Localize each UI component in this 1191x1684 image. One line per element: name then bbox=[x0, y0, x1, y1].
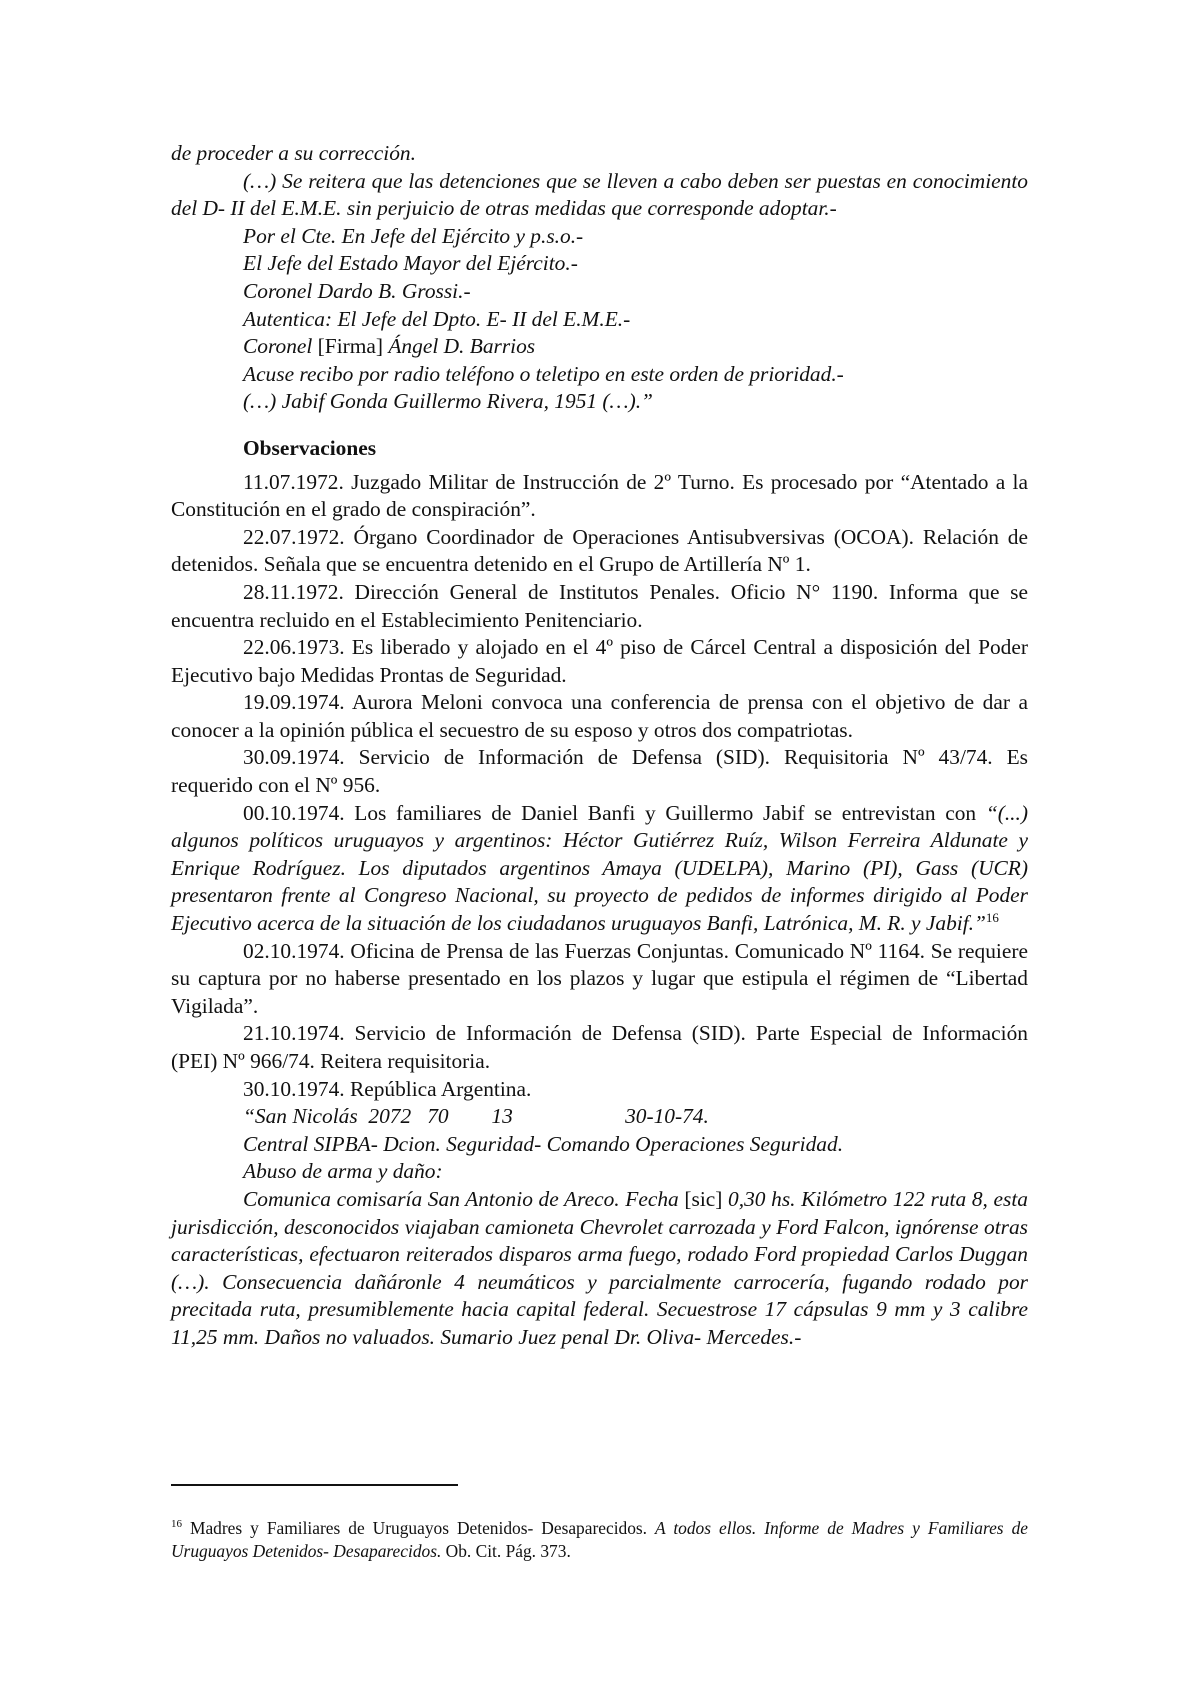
footnote-reference[interactable]: 16 bbox=[985, 909, 999, 925]
quote-text-b: 0,30 hs. Kilómetro 122 ruta 8, esta jurisdicción, desconocidos viajaban camioneta Chevrolet carrozada y Ford Falcon, ignórense otras características, efectuaron reiterados disparos arma fuego, rodado Ford propiedad Carlos Duggan (…). Consecuencia dañáronle 4 neumáticos y parcialmente carrocería, fugando rodado por precitada ruta, presumiblemente hacia capital federal. Secuestrose 17 cápsulas 9 mm y 3 calibre 11,25 mm. Daños no valuados. Sumario Juez penal Dr. Oliva- Mercedes.- bbox=[171, 1186, 1028, 1349]
entry-5: 19.09.1974. Aurora Meloni convoca una conferencia de prensa con el objetivo de dar a conocer a la opinión pública el secuestro de su esposo y otros dos compatriotas. bbox=[171, 690, 1028, 742]
entry-10: 30.10.1974. República Argentina. bbox=[243, 1076, 532, 1101]
footnote-text-a: Madres y Familiares de Uruguayos Detenidos- Desaparecidos. bbox=[182, 1518, 656, 1539]
signature-line-4: Autentica: El Jefe del Dpto. E- II del E.M.E.- bbox=[243, 306, 631, 331]
entry-8: 02.10.1974. Oficina de Prensa de las Fuerzas Conjuntas. Comunicado Nº 1164. Se requiere su captura por no haberse presentado en los plazos y lugar que estipula el régimen de “Libertad Vigilada”. bbox=[171, 938, 1028, 1018]
quote-line-3: Abuso de arma y daño: bbox=[243, 1159, 443, 1184]
quote-paragraph bbox=[171, 1186, 1028, 1352]
top-line-2: (…) Se reitera que las detenciones que se lleven a cabo deben ser puestas en conocimiento del D- II del E.M.E. sin perjuicio de otras medidas que corresponde adoptar.- bbox=[171, 168, 1028, 221]
footnote-text-c: Ob. Cit. Pág. 373. bbox=[441, 1540, 571, 1561]
signature-line-3: Coronel Dardo B. Grossi.- bbox=[243, 278, 471, 303]
quote-line-2: Central SIPBA- Dcion. Seguridad- Comando Operaciones Seguridad. bbox=[243, 1131, 844, 1156]
signature-name: Ángel D. Barrios bbox=[383, 334, 536, 359]
top-line-1: de proceder a su corrección. bbox=[171, 141, 416, 165]
footnote-separator bbox=[171, 1484, 458, 1486]
entry-1: 11.07.1972. Juzgado Militar de Instrucción de 2º Turno. Es procesado por “Atentado a la Constitución en el grado de conspiración”. bbox=[171, 469, 1028, 522]
entry-4: 22.06.1973. Es liberado y alojado en el 4º piso de Cárcel Central a disposición del Poder Ejecutivo bajo Medidas Prontas de Seguridad. bbox=[171, 635, 1028, 687]
entry-2: 22.07.1972. Órgano Coordinador de Operaciones Antisubversivas (OCOA). Relación de detenidos. Señala que se encuentra detenido en el Grupo de Artillería Nº 1. bbox=[171, 524, 1028, 577]
quote-sic-note: [sic] bbox=[684, 1186, 723, 1211]
section-heading: Observaciones bbox=[243, 435, 377, 460]
signature-line-1: Por el Cte. En Jefe del Ejército y p.s.o.- bbox=[243, 223, 584, 248]
quote-header-line: “San Nicolás 2072 70 13 30-10-74. bbox=[243, 1104, 709, 1129]
entry-7-text: 00.10.1974. Los familiares de Daniel Banfi y Guillermo Jabif se entrevistan con bbox=[243, 800, 986, 825]
body-text bbox=[171, 140, 1028, 1352]
signature-rank: Coronel bbox=[243, 334, 318, 359]
entry-3: 28.11.1972. Dirección General de Institutos Penales. Oficio N° 1190. Informa que se encuentra recluido en el Establecimiento Penitenciario. bbox=[171, 579, 1028, 632]
entry-6: 30.09.1974. Servicio de Información de Defensa (SID). Requisitoria Nº 43/74. Es requerido con el Nº 956. bbox=[171, 745, 1028, 798]
signature-block bbox=[171, 223, 1028, 416]
entry-7-quote: “(...) algunos políticos uruguayos y argentinos: Héctor Gutiérrez Ruíz, Wilson Ferreira Aldunate y Enrique Rodríguez. Los diputados argentinos Amaya (UDELPA), Marino (PI), Gass (UCR) presentaron frente al Congreso Nacional, su proyecto de pedidos de informes dirigido al Poder Ejecutivo acerca de la situación de los ciudadanos uruguayos Banfi, Latrónica, M. R. y Jabif.” bbox=[171, 800, 1028, 936]
quote-text-a: Comunica comisaría San Antonio de Areco. Fecha bbox=[243, 1186, 685, 1211]
entry-7 bbox=[171, 800, 1028, 938]
footnote-number: 16 bbox=[171, 1518, 182, 1531]
footnote bbox=[171, 1517, 1028, 1562]
footnote-title: A todos ellos. Informe de Madres y Familiares de Uruguayos Detenidos- Desaparecidos. bbox=[171, 1518, 1028, 1561]
signature-line-6: Acuse recibo por radio teléfono o teletipo en este orden de prioridad.- bbox=[243, 361, 844, 386]
signature-line-5 bbox=[171, 333, 1028, 361]
entry-9: 21.10.1974. Servicio de Información de Defensa (SID). Parte Especial de Información (PEI) Nº 966/74. Reitera requisitoria. bbox=[171, 1021, 1028, 1073]
signature-firma-note: [Firma] bbox=[317, 334, 384, 359]
signature-line-7: (…) Jabif Gonda Guillermo Rivera, 1951 (…).” bbox=[243, 389, 653, 414]
signature-line-2: El Jefe del Estado Mayor del Ejército.- bbox=[243, 251, 578, 276]
